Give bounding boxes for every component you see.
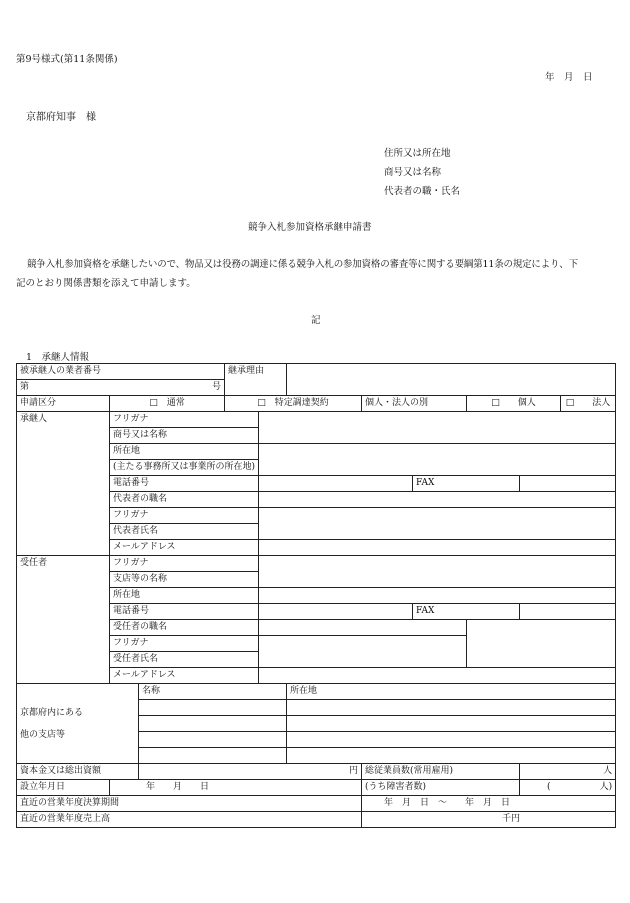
other-branches-label: 京都府内にある 他の支店等 <box>17 684 139 764</box>
employees-label: 総従業員数(常用雇用) <box>362 764 520 780</box>
section-1-heading: 1 承継人情報 <box>26 352 90 363</box>
rep-title-label: 代表者の職名 <box>110 492 259 508</box>
successor-email-label: メールアドレス <box>110 540 259 556</box>
sales-value[interactable]: 千円 <box>362 812 616 828</box>
body-text-line2: 記のとおり関係書類を添えて申請します。 <box>16 278 196 289</box>
branch-name-value[interactable] <box>259 556 616 588</box>
rep-title-value[interactable] <box>259 492 616 508</box>
branch-addr-col-header: 所在地 <box>287 684 616 700</box>
branch-row-addr[interactable] <box>287 732 616 748</box>
branch-row-addr[interactable] <box>287 700 616 716</box>
founded-value[interactable]: 年 月 日 <box>110 780 362 796</box>
delegate-title-label: 受任者の職名 <box>110 620 259 636</box>
successor-location-note: (主たる事務所又は事業所の所在地) <box>110 460 259 476</box>
branch-row-name[interactable] <box>139 748 287 764</box>
disabled-label: (うち障害者数) <box>362 780 520 796</box>
date-field: 年 月 日 <box>545 72 593 83</box>
branch-row-name[interactable] <box>139 732 287 748</box>
successor-location-value[interactable] <box>259 444 616 476</box>
successor-furigana-label: フリガナ <box>110 412 259 428</box>
rep-furigana-label: フリガナ <box>110 508 259 524</box>
delegate-name-value[interactable] <box>259 636 467 668</box>
reason-value[interactable] <box>287 364 616 396</box>
capital-value[interactable]: 円 <box>139 764 362 780</box>
delegate-fax-value[interactable] <box>520 604 616 620</box>
app-type-label: 申請区分 <box>17 396 110 412</box>
rep-name-label: 代表者氏名 <box>110 524 259 540</box>
branch-name-label: 支店等の名称 <box>110 572 259 588</box>
document-title: 競争入札参加資格承継申請書 <box>248 222 372 233</box>
successor-trade-name-label: 商号又は名称 <box>110 428 259 444</box>
branch-row-addr[interactable] <box>287 716 616 732</box>
successor-email-value[interactable] <box>259 540 616 556</box>
reason-label: 継承理由 <box>225 364 287 396</box>
body-text-line1: 競争入札参加資格を承継したいので、物品又は役務の調達に係る競争入札の参加資格の審査等に関する要綱第11条の規定により、下 <box>27 259 578 270</box>
fiscal-period-value[interactable]: 年 月 日 ～ 年 月 日 <box>362 796 616 812</box>
successor-fax-label: FAX <box>413 476 520 492</box>
delegate-email-label: メールアドレス <box>110 668 259 684</box>
successor-fax-value[interactable] <box>520 476 616 492</box>
special-checkbox[interactable]: □ 特定調達契約 <box>225 396 362 412</box>
delegate-email-value[interactable] <box>259 668 616 684</box>
delegate-fax-label: FAX <box>413 604 520 620</box>
successor-phone-label: 電話番号 <box>110 476 259 492</box>
addressee: 京都府知事 様 <box>26 112 96 123</box>
form-number: 第9号様式(第11条関係) <box>16 54 118 65</box>
branch-row-addr[interactable] <box>287 748 616 764</box>
founded-label: 設立年月日 <box>17 780 110 796</box>
individual-checkbox[interactable]: □ 個人 <box>467 396 561 412</box>
prev-number-value[interactable]: 第 号 <box>17 380 225 396</box>
delegate-phone-value[interactable] <box>259 604 413 620</box>
ki-heading: 記 <box>311 315 321 326</box>
delegate-title-value[interactable] <box>259 620 467 636</box>
branch-row-name[interactable] <box>139 716 287 732</box>
normal-checkbox[interactable]: □ 通常 <box>110 396 225 412</box>
delegate-location-value[interactable] <box>259 588 616 604</box>
delegate-blank-area <box>467 620 616 668</box>
fiscal-period-label: 直近の営業年度決算期間 <box>17 796 362 812</box>
branch-name-col-header: 名称 <box>139 684 287 700</box>
employees-value[interactable]: 人 <box>520 764 616 780</box>
successor-location-label: 所在地 <box>110 444 259 460</box>
applicant-name-label: 商号又は名称 <box>384 167 442 178</box>
branch-row-name[interactable] <box>139 700 287 716</box>
successor-label: 承継人 <box>17 412 110 556</box>
corp-checkbox[interactable]: □ 法人 <box>561 396 616 412</box>
delegate-furigana-label: フリガナ <box>110 556 259 572</box>
rep-name-value[interactable] <box>259 508 616 540</box>
disabled-value[interactable]: ( 人) <box>520 780 616 796</box>
delegate-label: 受任者 <box>17 556 110 684</box>
capital-label: 資本金又は総出資額 <box>17 764 139 780</box>
sales-label: 直近の営業年度売上高 <box>17 812 362 828</box>
prev-number-label: 被承継人の業者番号 <box>17 364 225 380</box>
delegate-name-label: 受任者氏名 <box>110 652 259 668</box>
applicant-rep-label: 代表者の職・氏名 <box>384 186 461 197</box>
delegate-phone-label: 電話番号 <box>110 604 259 620</box>
successor-info-table <box>16 363 616 828</box>
delegate-location-label: 所在地 <box>110 588 259 604</box>
successor-phone-value[interactable] <box>259 476 413 492</box>
successor-trade-name-value[interactable] <box>259 412 616 444</box>
delegate-furigana2-label: フリガナ <box>110 636 259 652</box>
applicant-address-label: 住所又は所在地 <box>384 148 451 159</box>
kind-label: 個人・法人の別 <box>362 396 467 412</box>
